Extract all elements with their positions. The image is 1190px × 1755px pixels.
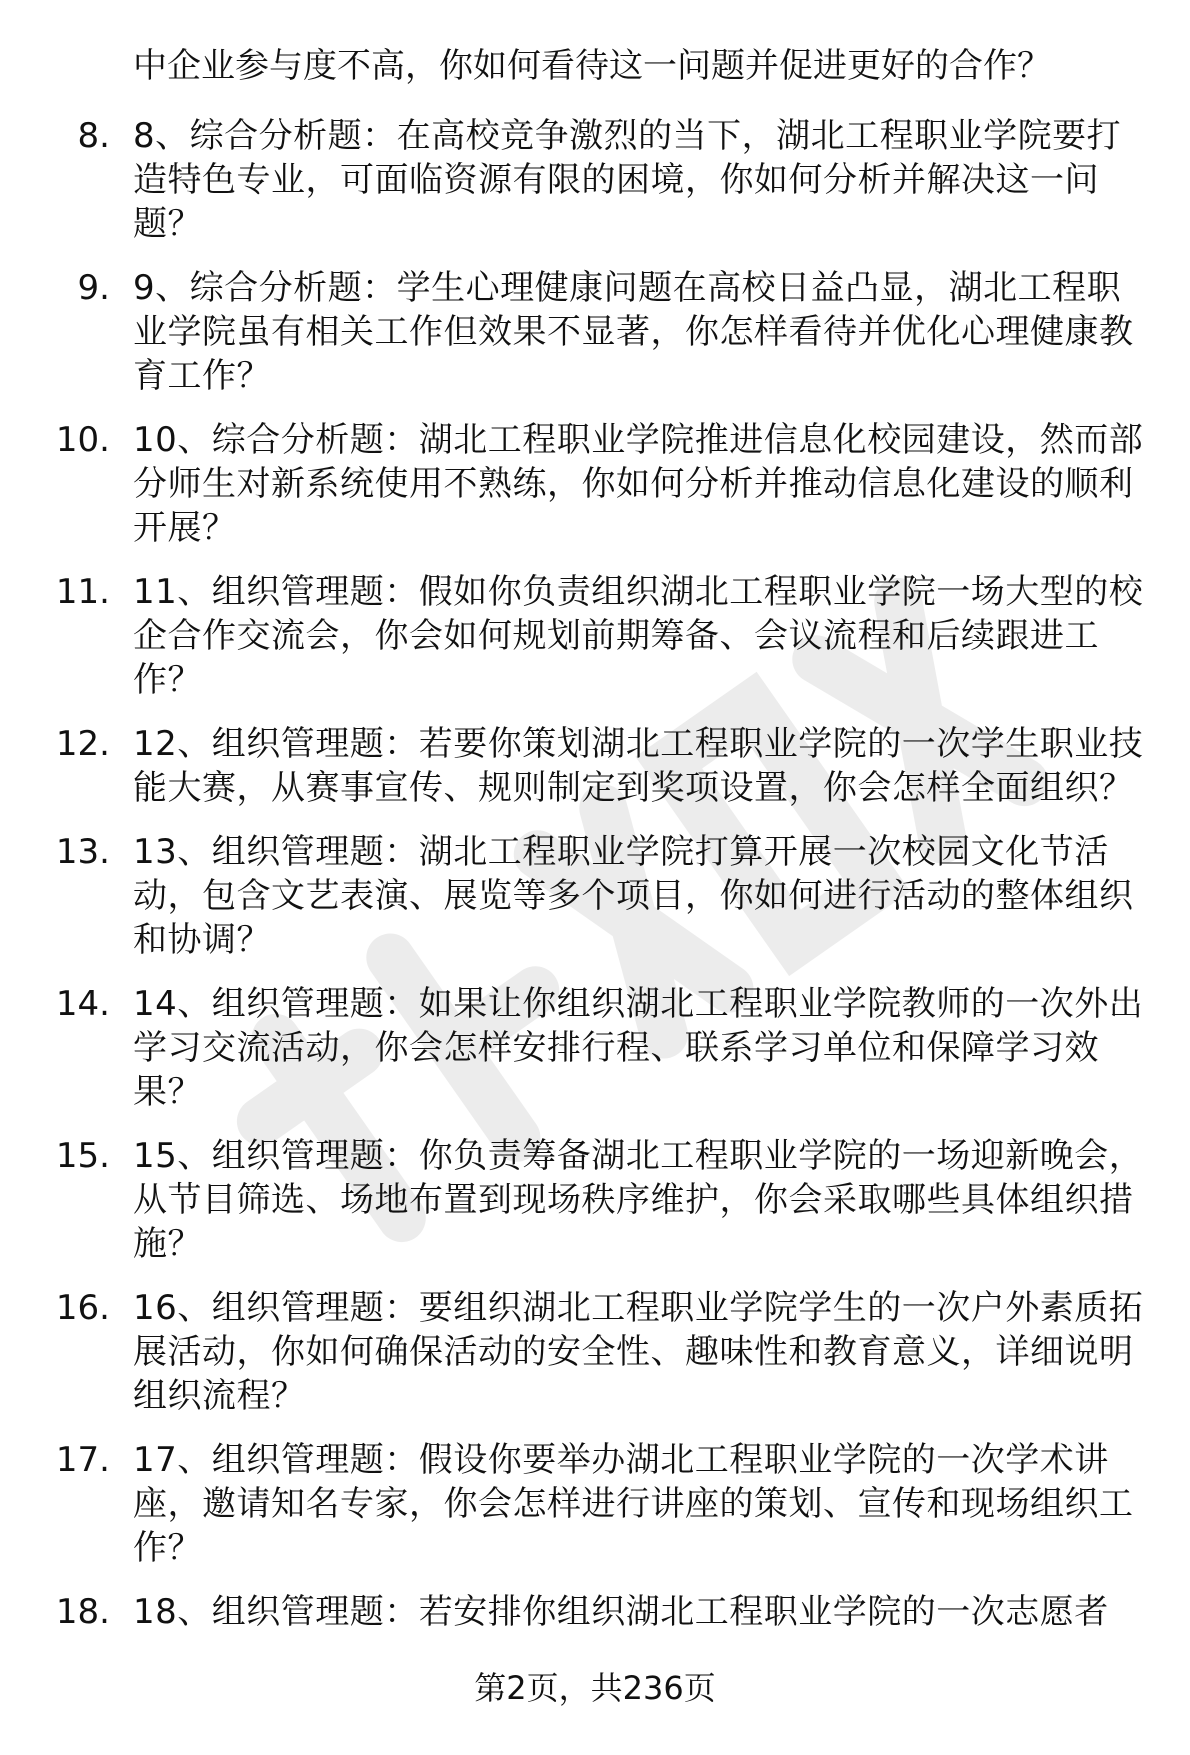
question-number: 10. <box>55 420 110 460</box>
question-text: 9、综合分析题：学生心理健康问题在高校日益凸显，湖北工程职业学院虽有相关工作但效果不显著，你怎样看待并优化心理健康教育工作？ <box>133 268 1134 396</box>
question-text: 18、组织管理题：若安排你组织湖北工程职业学院的一次志愿者 <box>133 1592 1109 1632</box>
question-text: 15、组织管理题：你负责筹备湖北工程职业学院的一场迎新晚会，从节目筛选、场地布置到现场秩序维护，你会采取哪些具体组织措施？ <box>133 1136 1144 1264</box>
question-list <box>0 114 1190 1654</box>
question-number: 11. <box>55 572 110 612</box>
question-text: 17、组织管理题：假设你要举办湖北工程职业学院的一次学术讲座，邀请知名专家，你会怎样进行讲座的策划、宣传和现场组织工作？ <box>133 1440 1134 1568</box>
question-number: 17. <box>55 1440 110 1480</box>
question-text: 10、综合分析题：湖北工程职业学院推进信息化校园建设，然而部分师生对新系统使用不熟练，你如何分析并推动信息化建设的顺利开展？ <box>133 420 1144 548</box>
question-number: 13. <box>55 832 110 872</box>
question-text: 8、综合分析题：在高校竞争激烈的当下，湖北工程职业学院要打造特色专业，可面临资源有限的困境，你如何分析并解决这一问题？ <box>133 116 1122 244</box>
question-number: 18. <box>55 1592 110 1632</box>
question-item <box>0 1438 1190 1570</box>
question-item <box>0 830 1190 962</box>
question-number: 16. <box>55 1288 110 1328</box>
question-item <box>0 570 1190 702</box>
question-item <box>0 266 1190 398</box>
question-text: 11、组织管理题：假如你负责组织湖北工程职业学院一场大型的校企合作交流会，你会如何规划前期筹备、会议流程和后续跟进工作？ <box>133 572 1144 700</box>
question-text: 16、组织管理题：要组织湖北工程职业学院学生的一次户外素质拓展活动，你如何确保活动的安全性、趣味性和教育意义，详细说明组织流程？ <box>133 1288 1144 1416</box>
question-text: 13、组织管理题：湖北工程职业学院打算开展一次校园文化节活动，包含文艺表演、展览等多个项目，你如何进行活动的整体组织和协调？ <box>133 832 1134 960</box>
question-item <box>0 722 1190 810</box>
question-item <box>0 982 1190 1114</box>
question-text: 14、组织管理题：如果让你组织湖北工程职业学院教师的一次外出学习交流活动，你会怎样安排行程、联系学习单位和保障学习效果？ <box>133 984 1144 1112</box>
question-item <box>0 418 1190 550</box>
question-item <box>0 1286 1190 1418</box>
question-item <box>0 114 1190 246</box>
question-number: 15. <box>55 1136 110 1176</box>
question-item <box>0 1134 1190 1266</box>
question-number: 12. <box>55 724 110 764</box>
question-number: 14. <box>55 984 110 1024</box>
page-footer: 第2页，共236页 <box>474 1669 716 1707</box>
question-item <box>0 1590 1190 1634</box>
question-number: 9. <box>77 268 110 308</box>
continuation-text: 中企业参与度不高，你如何看待这一问题并促进更好的合作？ <box>133 46 1051 86</box>
question-text: 12、组织管理题：若要你策划湖北工程职业学院的一次学生职业技能大赛，从赛事宣传、规则制定到奖项设置，你会怎样全面组织？ <box>133 724 1144 808</box>
question-number: 8. <box>77 116 110 156</box>
